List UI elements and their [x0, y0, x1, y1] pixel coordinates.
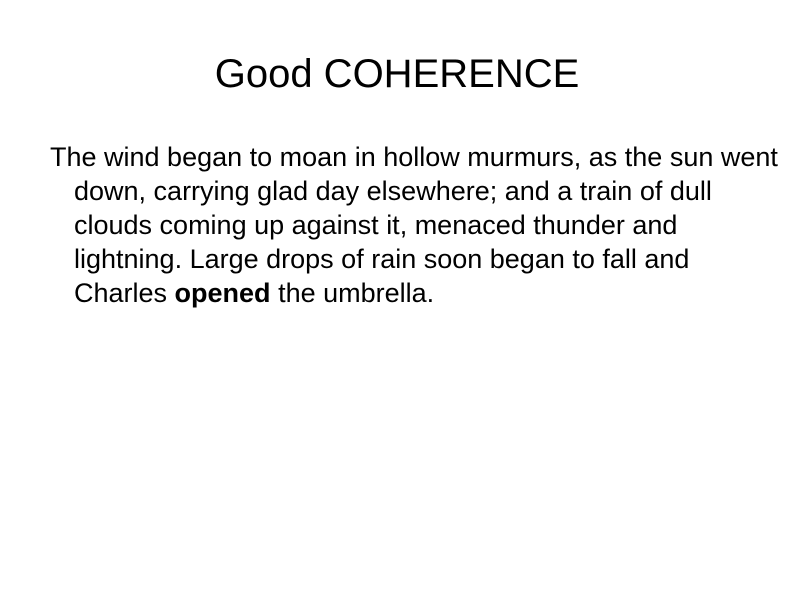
- body-emphasis-word: opened: [174, 278, 271, 308]
- body-text-before: The wind began to moan in hollow murmurs, as the sun went down, carrying glad day elsewhere; and a train of dull clouds coming up against it, menaced thunder and lightning. Large drops of rain soon began to fall and Charles: [50, 142, 778, 308]
- slide-title: Good COHERENCE: [214, 52, 580, 96]
- slide-body-paragraph: [50, 140, 784, 310]
- body-text-after: the umbrella.: [270, 278, 435, 308]
